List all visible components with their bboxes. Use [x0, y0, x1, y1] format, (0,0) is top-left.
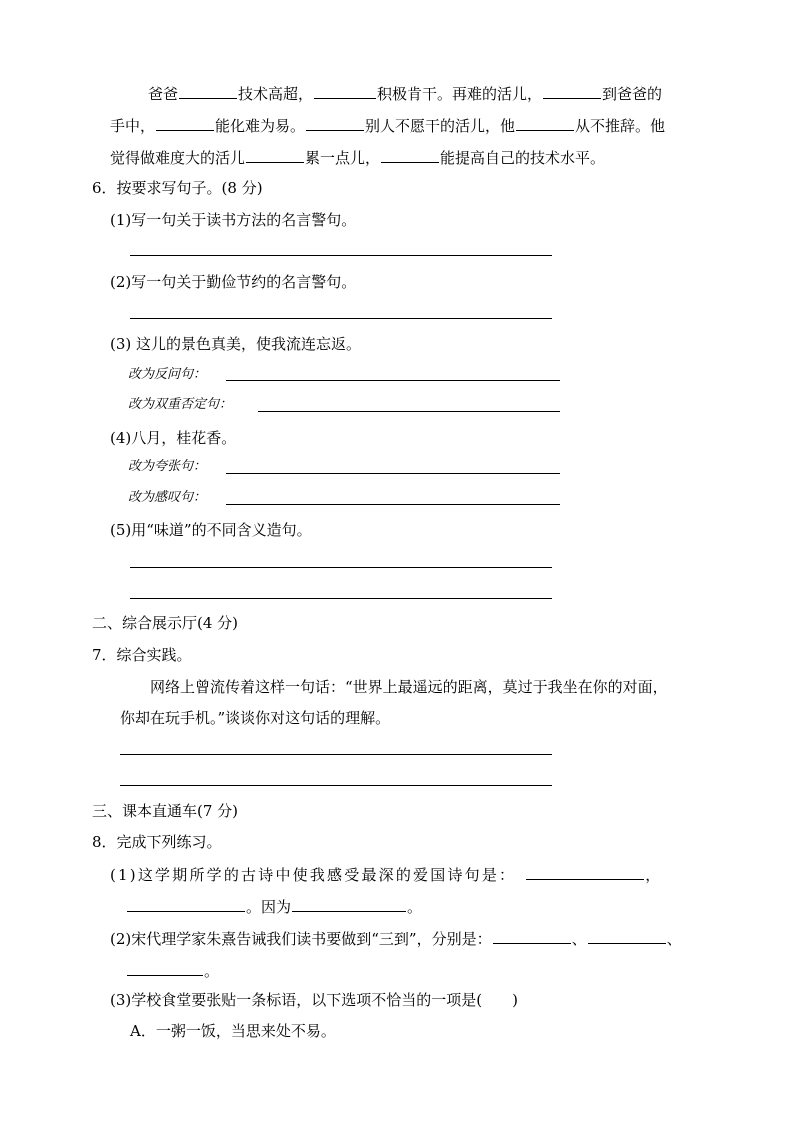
q8-item-3: (3)学校食堂要张贴一条标语，以下选项不恰当的一项是( ) [110, 991, 518, 1009]
answer-blank[interactable] [588, 927, 666, 944]
answer-line[interactable] [226, 504, 560, 505]
q6-item-5: (5)用“味道”的不同含义造句。 [110, 521, 312, 539]
text: 、 [666, 930, 682, 948]
question-7-prompt-line-1: 网络上曾流传着这样一句话：“世界上最遥远的距离，莫过于我坐在你的对面， [150, 678, 668, 696]
answer-line[interactable] [226, 380, 560, 381]
q8-item-2-cont [126, 959, 219, 981]
q8-option-a[interactable]: A．一粥一饭，当思来处不易。 [130, 1022, 336, 1040]
answer-blank[interactable] [381, 146, 439, 163]
text: 能提高自己的技术水平。 [440, 149, 606, 167]
answer-blank[interactable] [179, 82, 237, 99]
answer-blank[interactable] [314, 82, 376, 99]
text: 累一点儿， [305, 149, 381, 167]
text: 别人不愿干的活儿，他 [365, 117, 516, 135]
answer-blank[interactable] [493, 927, 571, 944]
question-7-title: 7．综合实践。 [92, 646, 192, 664]
question-7-prompt-line-2: 你却在玩手机。”谈谈你对这句话的理解。 [120, 709, 391, 727]
question-8-title: 8．完成下列练习。 [92, 833, 222, 851]
answer-line[interactable] [258, 411, 560, 412]
answer-line[interactable] [130, 598, 552, 599]
q8-item-2 [110, 927, 682, 949]
paragraph-line-1 [148, 82, 662, 104]
q6-item-3-rhetorical-label: 改为反问句： [128, 367, 207, 382]
text: 积极肯干。再难的活儿， [377, 85, 543, 103]
text: ， [645, 866, 661, 884]
text: 手中， [110, 117, 156, 135]
text: 从不推辞。他 [575, 117, 666, 135]
answer-blank[interactable] [306, 114, 364, 131]
q6-item-2: (2)写一句关于勤俭节约的名言警句。 [110, 273, 357, 291]
answer-blank[interactable] [127, 959, 203, 976]
answer-blank[interactable] [543, 82, 601, 99]
text: 觉得做难度大的活儿 [110, 149, 246, 167]
text: (2)宋代理学家朱熹告诫我们读书要做到“三到”，分别是： [110, 930, 492, 948]
text: 技术高超， [238, 85, 314, 103]
section-2-title: 二、综合展示厅(4 分) [92, 614, 239, 632]
paragraph-line-2 [110, 114, 665, 136]
text: 爸爸 [148, 85, 179, 103]
q6-item-4-exclamation-label: 改为感叹句： [128, 490, 207, 505]
answer-blank[interactable] [156, 114, 214, 131]
answer-line[interactable] [130, 318, 552, 319]
text: (1)这学期所学的古诗中使我感受最深的爱国诗句是： [110, 866, 517, 884]
q8-item-1-cont [126, 895, 422, 917]
text: 到爸爸的 [602, 85, 663, 103]
text: 能化难为易。 [215, 117, 306, 135]
text: 。 [407, 898, 423, 916]
text: 。 [204, 962, 220, 980]
q6-item-4: (4)八月，桂花香。 [110, 429, 237, 447]
answer-line[interactable] [120, 754, 552, 755]
question-6-title: 6．按要求写句子。(8 分) [92, 179, 263, 197]
answer-blank[interactable] [127, 895, 245, 912]
answer-blank[interactable] [516, 114, 574, 131]
answer-blank[interactable] [292, 895, 406, 912]
section-3-title: 三、课本直通车(7 分) [92, 802, 239, 820]
answer-blank[interactable] [526, 863, 644, 880]
text: 、 [571, 930, 587, 948]
q6-item-3: (3) 这儿的景色真美，使我流连忘返。 [110, 335, 362, 353]
q6-item-4-hyperbole-label: 改为夸张句： [128, 459, 207, 474]
paragraph-line-3 [110, 146, 605, 168]
answer-line[interactable] [120, 785, 552, 786]
q6-item-1: (1)写一句关于读书方法的名言警句。 [110, 211, 357, 229]
answer-blank[interactable] [246, 146, 304, 163]
q8-item-1 [110, 863, 660, 885]
q6-item-3-double-negative-label: 改为双重否定句： [128, 397, 233, 412]
answer-line[interactable] [130, 255, 552, 256]
answer-line[interactable] [130, 567, 552, 568]
answer-line[interactable] [226, 473, 560, 474]
text: 。因为 [246, 898, 292, 916]
